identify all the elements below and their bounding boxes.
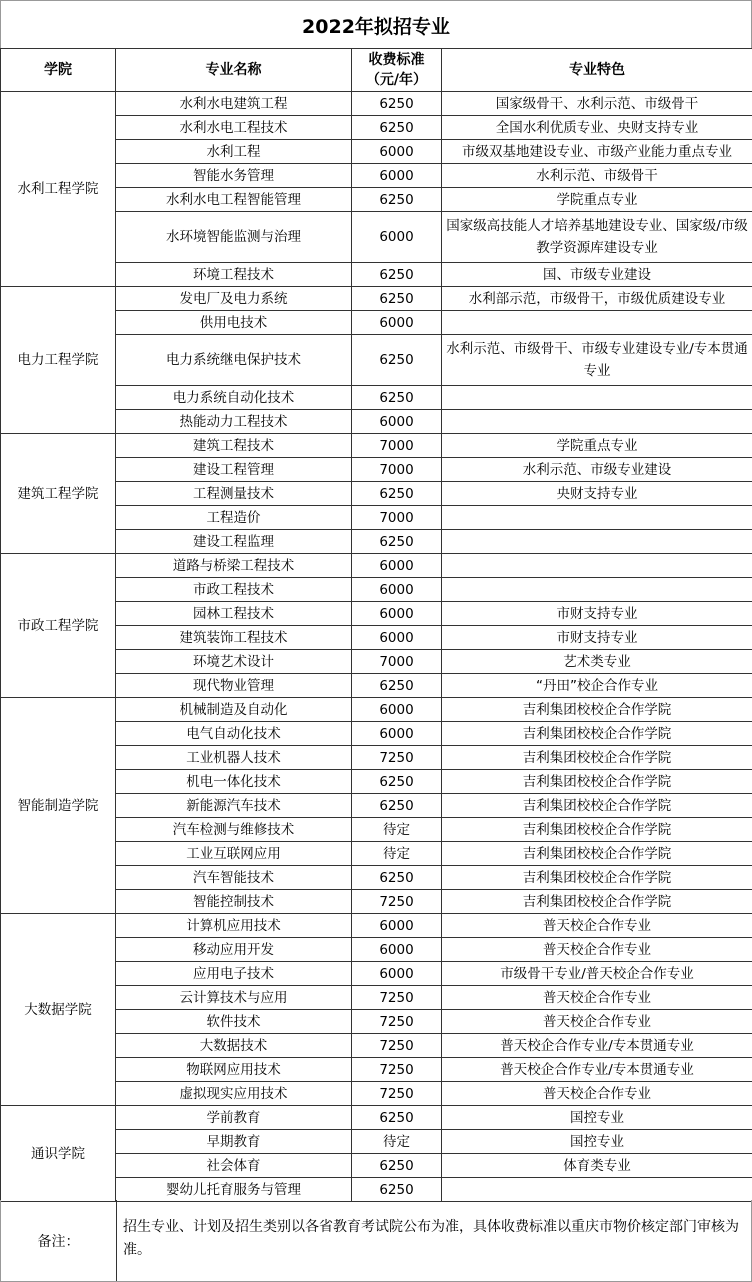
fee-cell: 7250 (352, 1034, 442, 1058)
fee-cell: 待定 (352, 842, 442, 866)
table-row (1, 92, 752, 116)
major-cell: 大数据技术 (116, 1034, 352, 1058)
fee-cell: 7250 (352, 1058, 442, 1082)
major-cell: 物联网应用技术 (116, 1058, 352, 1082)
feature-cell: 国控专业 (442, 1106, 752, 1130)
feature-cell: 水利部示范，市级骨干，市级优质建设专业 (442, 287, 752, 311)
major-cell: 移动应用开发 (116, 938, 352, 962)
feature-cell: 普天校企合作专业 (442, 914, 752, 938)
major-cell: 计算机应用技术 (116, 914, 352, 938)
fee-cell: 待定 (352, 1130, 442, 1154)
major-cell: 工业机器人技术 (116, 746, 352, 770)
table-row (1, 287, 752, 311)
fee-cell: 7250 (352, 1082, 442, 1106)
fee-cell: 6250 (352, 530, 442, 554)
remark-text: 招生专业、计划及招生类别以各省教育考试院公布为准，具体收费标准以重庆市物价核定部门审核为准。 (123, 1219, 739, 1258)
page-title: 2022年拟招专业 (0, 0, 752, 49)
major-cell: 婴幼儿托育服务与管理 (116, 1178, 352, 1202)
table-row (1, 1106, 752, 1130)
feature-cell: 普天校企合作专业 (442, 986, 752, 1010)
feature-cell: 吉利集团校校企合作学院 (442, 866, 752, 890)
major-cell: 园林工程技术 (116, 602, 352, 626)
fee-cell: 6250 (352, 1178, 442, 1202)
fee-cell: 6250 (352, 866, 442, 890)
feature-cell: 水利示范、市级骨干 (442, 164, 752, 188)
header-fee: 收费标准（元/年） (352, 49, 442, 92)
major-cell: 建设工程管理 (116, 458, 352, 482)
fee-cell: 6000 (352, 938, 442, 962)
fee-cell: 7000 (352, 458, 442, 482)
fee-cell: 待定 (352, 818, 442, 842)
feature-cell: 央财支持专业 (442, 482, 752, 506)
feature-cell: 国家级高技能人才培养基地建设专业、国家级/市级教学资源库建设专业 (442, 212, 752, 263)
fee-cell: 6250 (352, 770, 442, 794)
table-row (1, 434, 752, 458)
feature-cell: 国控专业 (442, 1130, 752, 1154)
feature-cell: 市财支持专业 (442, 626, 752, 650)
college-name: 电力工程学院 (1, 287, 116, 434)
fee-cell: 6250 (352, 1154, 442, 1178)
table-row (1, 914, 752, 938)
fee-cell: 6000 (352, 914, 442, 938)
feature-cell: 市级骨干专业/普天校企合作专业 (442, 962, 752, 986)
feature-cell (442, 311, 752, 335)
major-cell: 建设工程监理 (116, 530, 352, 554)
college-name: 建筑工程学院 (1, 434, 116, 554)
feature-cell: 吉利集团校校企合作学院 (442, 890, 752, 914)
major-cell: 智能水务管理 (116, 164, 352, 188)
major-cell: 早期教育 (116, 1130, 352, 1154)
fee-cell: 6000 (352, 410, 442, 434)
header-feature: 专业特色 (442, 49, 752, 92)
major-cell: 电力系统继电保护技术 (116, 335, 352, 386)
major-cell: 现代物业管理 (116, 674, 352, 698)
feature-cell: 全国水利优质专业、央财支持专业 (442, 116, 752, 140)
major-cell: 建筑工程技术 (116, 434, 352, 458)
fee-cell: 6000 (352, 212, 442, 263)
major-cell: 工程测量技术 (116, 482, 352, 506)
fee-cell: 7000 (352, 434, 442, 458)
fee-cell: 6250 (352, 794, 442, 818)
feature-cell: 水利示范、市级骨干、市级专业建设专业/专本贯通专业 (442, 335, 752, 386)
fee-cell: 6250 (352, 335, 442, 386)
fee-cell: 6000 (352, 602, 442, 626)
feature-cell (442, 506, 752, 530)
table-body (1, 92, 752, 1202)
major-cell: 社会体育 (116, 1154, 352, 1178)
major-cell: 热能动力工程技术 (116, 410, 352, 434)
fee-cell: 7250 (352, 986, 442, 1010)
fee-cell: 6000 (352, 140, 442, 164)
major-cell: 发电厂及电力系统 (116, 287, 352, 311)
fee-cell: 6250 (352, 674, 442, 698)
table-row (1, 554, 752, 578)
fee-cell: 6000 (352, 554, 442, 578)
feature-cell: 普天校企合作专业 (442, 1082, 752, 1106)
major-cell: 水环境智能监测与治理 (116, 212, 352, 263)
fee-cell: 6250 (352, 263, 442, 287)
fee-cell: 7250 (352, 1010, 442, 1034)
major-cell: 建筑装饰工程技术 (116, 626, 352, 650)
major-cell: 水利水电工程智能管理 (116, 188, 352, 212)
feature-cell: 艺术类专业 (442, 650, 752, 674)
remark-row (0, 1200, 752, 1282)
feature-cell: 学院重点专业 (442, 434, 752, 458)
feature-cell: 市财支持专业 (442, 602, 752, 626)
feature-cell: 学院重点专业 (442, 188, 752, 212)
major-cell: 水利工程 (116, 140, 352, 164)
fee-cell: 6000 (352, 578, 442, 602)
fee-cell: 7250 (352, 890, 442, 914)
feature-cell (442, 530, 752, 554)
major-cell: 软件技术 (116, 1010, 352, 1034)
college-name: 大数据学院 (1, 914, 116, 1106)
college-name: 智能制造学院 (1, 698, 116, 914)
fee-cell: 6000 (352, 698, 442, 722)
feature-cell: 吉利集团校校企合作学院 (442, 842, 752, 866)
feature-cell: 吉利集团校校企合作学院 (442, 698, 752, 722)
feature-cell: 普天校企合作专业/专本贯通专业 (442, 1034, 752, 1058)
fee-cell: 6000 (352, 626, 442, 650)
major-cell: 环境工程技术 (116, 263, 352, 287)
major-cell: 市政工程技术 (116, 578, 352, 602)
major-cell: 工程造价 (116, 506, 352, 530)
feature-cell: 吉利集团校校企合作学院 (442, 746, 752, 770)
fee-cell: 6000 (352, 722, 442, 746)
fee-cell: 6250 (352, 116, 442, 140)
fee-cell: 7000 (352, 650, 442, 674)
feature-cell (442, 410, 752, 434)
feature-cell (442, 578, 752, 602)
major-cell: 云计算技术与应用 (116, 986, 352, 1010)
fee-cell: 6000 (352, 962, 442, 986)
major-cell: 学前教育 (116, 1106, 352, 1130)
major-cell: 新能源汽车技术 (116, 794, 352, 818)
major-cell: 汽车检测与维修技术 (116, 818, 352, 842)
feature-cell: “丹田”校企合作专业 (442, 674, 752, 698)
feature-cell: 普天校企合作专业 (442, 938, 752, 962)
feature-cell: 体育类专业 (442, 1154, 752, 1178)
major-cell: 供用电技术 (116, 311, 352, 335)
table-row (1, 698, 752, 722)
header-major: 专业名称 (116, 49, 352, 92)
feature-cell (442, 386, 752, 410)
table-header-row (1, 49, 752, 92)
major-cell: 虚拟现实应用技术 (116, 1082, 352, 1106)
fee-cell: 7000 (352, 506, 442, 530)
feature-cell: 国、市级专业建设 (442, 263, 752, 287)
major-cell: 工业互联网应用 (116, 842, 352, 866)
feature-cell: 吉利集团校校企合作学院 (442, 722, 752, 746)
major-cell: 机电一体化技术 (116, 770, 352, 794)
feature-cell: 国家级骨干、水利示范、市级骨干 (442, 92, 752, 116)
fee-cell: 6250 (352, 1106, 442, 1130)
major-cell: 环境艺术设计 (116, 650, 352, 674)
feature-cell: 吉利集团校校企合作学院 (442, 818, 752, 842)
majors-table (0, 48, 752, 1202)
fee-cell: 6000 (352, 164, 442, 188)
feature-cell (442, 554, 752, 578)
feature-cell: 水利示范、市级专业建设 (442, 458, 752, 482)
college-name: 市政工程学院 (1, 554, 116, 698)
header-college: 学院 (1, 49, 116, 92)
feature-cell: 吉利集团校校企合作学院 (442, 794, 752, 818)
major-cell: 水利水电建筑工程 (116, 92, 352, 116)
remark-label: 备注： (1, 1200, 117, 1281)
fee-cell: 6250 (352, 188, 442, 212)
major-cell: 电气自动化技术 (116, 722, 352, 746)
college-name: 水利工程学院 (1, 92, 116, 287)
fee-cell: 7250 (352, 746, 442, 770)
major-cell: 应用电子技术 (116, 962, 352, 986)
major-cell: 机械制造及自动化 (116, 698, 352, 722)
feature-cell (442, 1178, 752, 1202)
feature-cell: 吉利集团校校企合作学院 (442, 770, 752, 794)
major-cell: 水利水电工程技术 (116, 116, 352, 140)
fee-cell: 6250 (352, 482, 442, 506)
feature-cell: 普天校企合作专业 (442, 1010, 752, 1034)
major-cell: 智能控制技术 (116, 890, 352, 914)
college-name: 通识学院 (1, 1106, 116, 1202)
major-cell: 道路与桥梁工程技术 (116, 554, 352, 578)
fee-cell: 6000 (352, 311, 442, 335)
fee-cell: 6250 (352, 287, 442, 311)
feature-cell: 市级双基地建设专业、市级产业能力重点专业 (442, 140, 752, 164)
feature-cell: 普天校企合作专业/专本贯通专业 (442, 1058, 752, 1082)
major-cell: 电力系统自动化技术 (116, 386, 352, 410)
major-cell: 汽车智能技术 (116, 866, 352, 890)
fee-cell: 6250 (352, 386, 442, 410)
fee-cell: 6250 (352, 92, 442, 116)
